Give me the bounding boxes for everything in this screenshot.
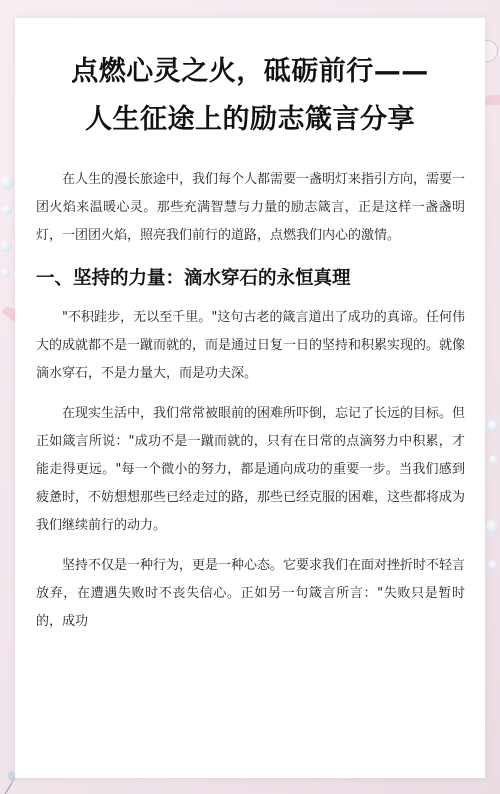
article-body	[36, 166, 465, 636]
decorative-leaf-1	[484, 95, 500, 105]
intro-paragraph: 在人生的漫长旅途中，我们每个人都需要一盏明灯来指引方向，需要一团火焰来温暖心灵。那些充满智慧与力量的励志箴言，正是这样一盏盏明灯，一团团火焰，照亮我们前行的道路，点燃我们内心的激情。	[36, 172, 466, 243]
article-title-line-1: 点燃心灵之火，砥砺前行——	[71, 56, 429, 87]
decorative-bubble-5	[487, 420, 499, 432]
section-heading-1: 一、坚持的力量：滴水穿石的永恒真理	[36, 268, 351, 289]
article-title	[35, 48, 465, 144]
decorative-bubble-4	[1, 268, 10, 277]
decorative-bubble-1	[0, 175, 14, 189]
decorative-bubble-7	[486, 520, 499, 533]
decorative-bubble-8	[488, 560, 498, 570]
article-title-line-2: 人生征途上的励志箴言分享	[85, 104, 415, 135]
article-card	[15, 18, 485, 778]
section-1-paragraph-2: 在现实生活中，我们常常被眼前的困难所吓倒，忘记了长远的目标。但正如箴言所说："成功不是一蹴而就的，只有在日常的点滴努力中积累，才能走得更远。"每一个微小的努力，都是通向成功的重要一步。当我们感到疲惫时，不妨想想那些已经走过的路，那些已经克服的困难，这些都将成为我们继续前行的动力。	[36, 406, 466, 533]
section-1-paragraph-3: 坚持不仅是一种行为，更是一种心态。它要求我们在面对挫折时不轻言放弃，在遭遇失败时不丧失信心。正如另一句箴言所言："失败只是暂时的，成功	[36, 558, 466, 629]
decorative-bubble-3	[0, 240, 12, 252]
section-1-paragraph-1: "不积跬步，无以至千里。"这句古老的箴言道出了成功的真谛。任何伟大的成就都不是一蹴而就的，而是通过日复一日的坚持和积累实现的。就像滴水穿石，不是力量大，而是功夫深。	[36, 310, 466, 381]
decorative-bubble-6	[489, 455, 499, 465]
decorative-bubble-2	[2, 205, 12, 215]
